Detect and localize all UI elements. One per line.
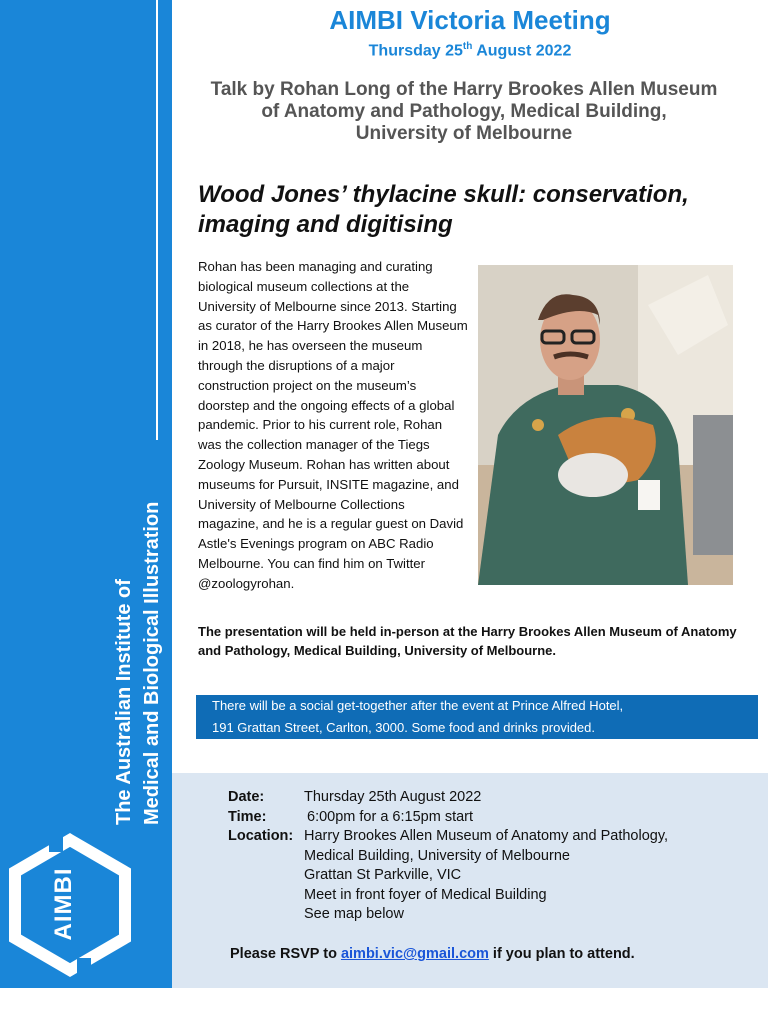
rsvp-suffix: if you plan to attend. xyxy=(492,946,635,962)
location-line: See map below xyxy=(304,906,404,922)
location-label: Location: xyxy=(228,828,294,844)
talk-title-line-2: imaging and digitising xyxy=(198,211,453,238)
talk-line-3: University of Melbourne xyxy=(355,123,573,144)
talk-title xyxy=(198,180,738,240)
twitter-prefix: Twitter xyxy=(386,555,426,571)
social-event-banner xyxy=(196,695,758,739)
event-details xyxy=(228,788,748,925)
location-line: Grattan St Parkville, VIC xyxy=(304,867,462,883)
date-suffix: th xyxy=(462,41,473,52)
sidebar-vertical-title xyxy=(110,385,180,825)
location-line: Medical Building, University of Melbourne xyxy=(304,847,570,864)
location-value xyxy=(304,827,748,925)
date-day: Thursday 25 xyxy=(368,42,463,60)
rsvp-email-link[interactable]: aimbi.vic@gmail.com xyxy=(340,946,489,962)
time-value: 6:00pm for a 6:15pm start xyxy=(307,808,474,825)
meeting-date-heading xyxy=(172,36,768,62)
date-value: Thursday 25th August 2022 xyxy=(304,789,482,805)
time-label: Time: xyxy=(228,808,267,825)
date-row xyxy=(228,788,748,808)
bio-text: Rohan has been managing and curating biological museum collections at the University of Melbourne since 2013. Starting as curator of the Harry Brookes Allen Museum in 2018, he has overseen the museum through the disruptions of a major construction project on the museum’s doorstep and the ongoing effects of a global pandemic. Prior to his current role, Rohan was the collection manager of the Tiegs Zoology Museum. Rohan has written about museums for Pursuit, INSITE magazine, and University of Melbourne Collections magazine, and he is a regular guest on David Astle's Evenings program on ABC Radio Melbourne. You can find him on xyxy=(198,259,468,571)
social-line-1: There will be a social get-together after the event at Prince Alfred Hotel, xyxy=(212,698,624,713)
speaker-photo-illustration xyxy=(478,265,733,585)
presentation-note: The presentation will be held in-person at the Harry Brookes Allen Museum of Anatomy and Pathology, Medical Building, University of Melbourne. xyxy=(198,624,737,658)
location-line: Meet in front foyer of Medical Building xyxy=(304,886,547,903)
sidebar-title-line1: The Australian Institute of xyxy=(113,579,135,825)
sidebar-divider-line xyxy=(156,0,158,440)
talk-line-2: of Anatomy and Pathology, Medical Building, xyxy=(261,101,667,122)
location-line: Harry Brookes Allen Museum of Anatomy and Pathology, xyxy=(304,828,669,844)
sidebar-title-line2: Medical and Biological Illustration xyxy=(141,501,163,825)
talk-title-line-1: Wood Jones’ thylacine skull: conservation, xyxy=(198,181,689,208)
date-label: Date: xyxy=(228,789,265,805)
talk-line-1: Talk by Rohan Long of the Harry Brookes Allen Museum xyxy=(210,79,718,100)
speaker-bio xyxy=(198,257,468,594)
speaker-photo xyxy=(478,265,733,585)
date-rest: August 2022 xyxy=(472,42,572,60)
aimbi-logo-text: AIMBI xyxy=(50,867,77,941)
twitter-handle: @zoologyrohan. xyxy=(198,575,295,591)
time-row xyxy=(228,808,748,828)
rsvp-line xyxy=(230,944,750,964)
page-title: AIMBI Victoria Meeting xyxy=(329,5,611,35)
rsvp-prefix: Please RSVP to xyxy=(230,946,337,962)
social-line-2: 191 Grattan Street, Carlton, 3000. Some food and drinks provided. xyxy=(212,720,596,735)
talk-speaker-heading xyxy=(200,79,728,145)
location-row xyxy=(228,827,748,925)
